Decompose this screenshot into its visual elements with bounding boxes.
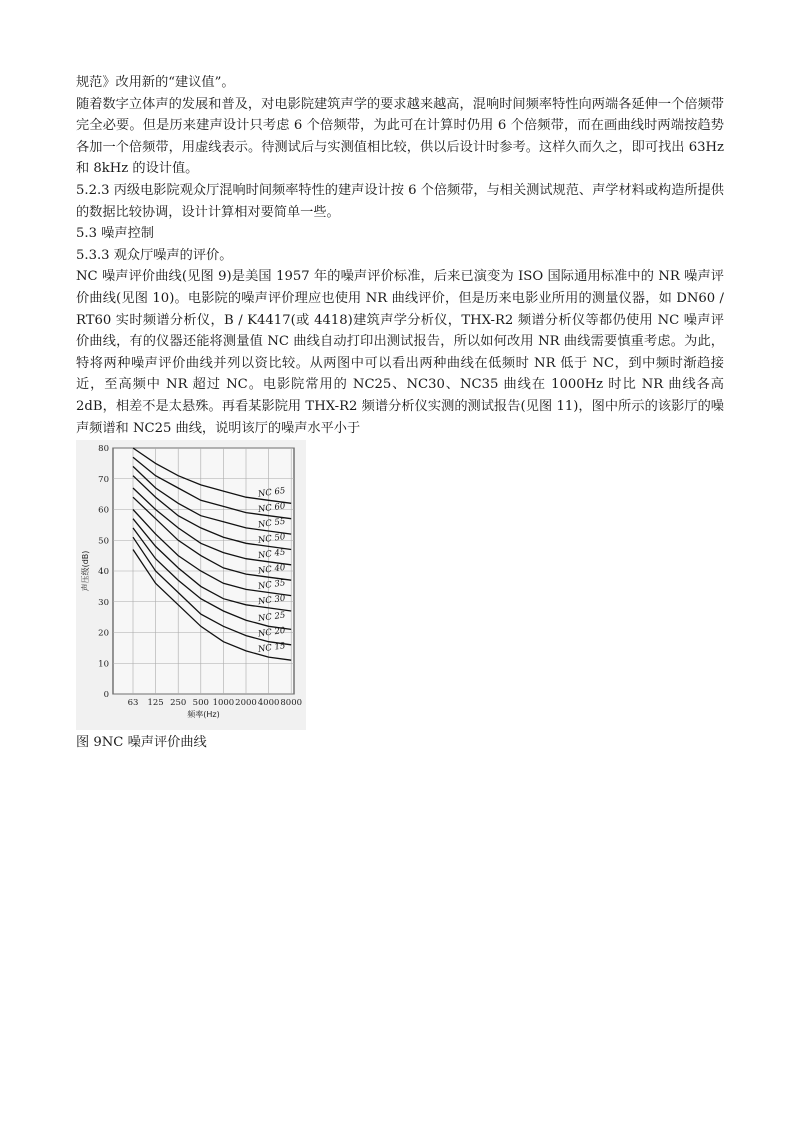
y-tick-label: 80 (98, 444, 109, 455)
y-tick-label: 20 (98, 628, 109, 639)
y-tick-label: 10 (98, 659, 109, 670)
x-tick-label: 2000 (235, 698, 257, 709)
series-label: NC 50 (257, 532, 287, 546)
y-tick-label: 40 (98, 567, 109, 578)
series-label: NC 25 (257, 610, 287, 625)
y-tick-label: 30 (98, 597, 109, 608)
y-tick-label: 0 (103, 690, 109, 701)
series-label: NC 65 (257, 485, 287, 500)
nc-curve-chart (76, 440, 306, 730)
document-body (76, 72, 724, 754)
x-tick-label: 500 (192, 698, 209, 709)
figure-caption: 图 9NC 噪声评价曲线 (76, 735, 207, 751)
x-tick-label: 8000 (280, 698, 303, 709)
y-tick-label: 60 (98, 505, 109, 516)
series-label: NC 15 (257, 641, 287, 656)
paragraph-2: 随着数字立体声的发展和普及，对电影院建筑声学的要求越来越高，混响时间频率特性向两端各延伸一个倍频带完全必要。但是历来建声设计只考虑 6 个倍频带，为此可在计算时仍用 6 个倍频带，而在画曲线时两端按趋势各加一个倍频带，用虚线表示。待测试后与实测值相比较，供以后设计时参考。这样久而久之，即可找出 63Hz 和 8kHz 的设计值。 (76, 96, 724, 177)
series-label: NC 60 (257, 501, 287, 516)
x-tick-label: 4000 (257, 698, 280, 709)
series-label: NC 55 (257, 516, 287, 531)
y-axis-label: 声压级(dB) (81, 550, 90, 592)
series-label: NC 35 (257, 578, 287, 592)
x-tick-label: 63 (127, 698, 139, 709)
x-tick-label: 250 (170, 698, 187, 709)
series-label: NC 40 (257, 562, 287, 577)
section-heading-noise-control: 5.3 噪声控制 (76, 226, 154, 242)
paragraph-1: 规范》改用新的“建议值”。 (76, 75, 235, 90)
x-tick-label: 1000 (212, 698, 235, 709)
series-label: NC 20 (257, 625, 287, 640)
paragraph-3: 5.2.3 丙级电影院观众厅混响时间频率特性的建声设计按 6 个倍频带，与相关测试规范、声学材料或构造所提供的数据比较协调，设计计算相对要简单一些。 (76, 182, 724, 220)
paragraph-nc-curves: NC 噪声评价曲线(见图 9)是美国 1957 年的噪声评价标准，后来已演变为 ISO 国际通用标准中的 NR 噪声评价曲线(见图 10)。电影院的噪声评价理应也使用 NR 曲线评价，但是历来电影业所用的测量仪器，如 DN60 / RT60 实时频谱分析仪，B / K4417(或 4418)建筑声学分析仪，THX-R2 频谱分析仪等都仍使用 NC 噪声评价曲线，有的仪器还能将测量值 NC 曲线自动打印出测试报告，所以如何改用 NR 曲线需要慎重考虑。为此，特将两种噪声评价曲线并列以资比较。从两图中可以看出两种曲线在低频时 NR 低于 NC，到中频时渐趋接近，至高频中 NR 超过 NC。电影院常用的 NC25、NC30、NC35 曲线在 1000Hz 时比 NR 曲线各高 2dB，相差不是太悬殊。再看某影院用 THX-R2 频谱分析仪实测的测试报告(见图 11)，图中所示的该影厅的噪声频谱和 NC25 曲线，说明该厅的噪声水平小于 (76, 269, 724, 436)
series-label: NC 30 (257, 593, 287, 608)
subsection-heading-noise-evaluation: 5.3.3 观众厅噪声的评价。 (76, 247, 233, 263)
figure-nc-curves (76, 440, 306, 730)
x-axis-label: 频率(Hz) (187, 710, 220, 720)
series-label: NC 45 (257, 547, 287, 562)
x-tick-label: 125 (147, 698, 164, 709)
y-tick-label: 50 (98, 536, 109, 547)
y-tick-label: 70 (98, 474, 109, 485)
